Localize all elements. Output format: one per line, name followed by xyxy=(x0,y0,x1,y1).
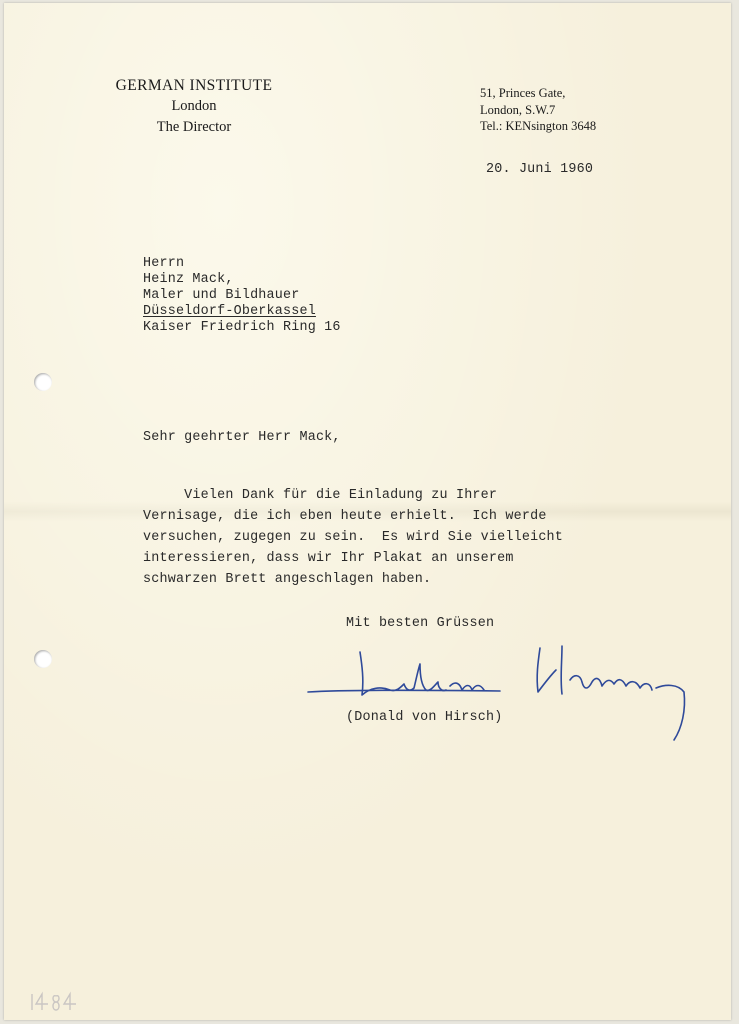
letter-closing: Mit besten Grüssen xyxy=(346,616,495,631)
body-line: Vielen Dank für die Einladung zu Ihrer xyxy=(143,488,498,503)
letterhead-telephone: Tel.: KENsington 3648 xyxy=(480,119,597,133)
recipient-salutation-line: Herrn xyxy=(143,256,185,271)
signer-name: (Donald von Hirsch) xyxy=(346,710,503,725)
recipient-address xyxy=(143,256,341,336)
handwritten-signature xyxy=(300,640,700,750)
body-line: interessieren, dass wir Ihr Plakat an unserem xyxy=(143,551,514,566)
letterhead-address-line1: 51, Princes Gate, xyxy=(480,86,566,100)
recipient-profession: Maler und Bildhauer xyxy=(143,288,300,303)
letterhead-address-line2: London, S.W.7 xyxy=(480,102,556,117)
letter-salutation: Sehr geehrter Herr Mack, xyxy=(143,430,341,445)
recipient-city: Düsseldorf-Oberkassel xyxy=(143,304,316,319)
letterhead-city: London xyxy=(171,98,217,114)
body-line: versuchen, zugegen zu sein. Es wird Sie vielleicht xyxy=(143,530,564,545)
letterhead-role: The Director xyxy=(156,119,232,135)
body-line: schwarzen Brett angeschlagen haben. xyxy=(143,572,432,587)
body-line: Vernisage, die ich eben heute erhielt. Ich werde xyxy=(143,509,547,524)
letterhead-left xyxy=(104,76,284,138)
archive-number-mark xyxy=(26,990,96,1014)
letter-body xyxy=(143,485,563,590)
recipient-name: Heinz Mack, xyxy=(143,272,234,287)
recipient-street: Kaiser Friedrich Ring 16 xyxy=(143,320,341,335)
punch-hole-bottom xyxy=(34,650,52,668)
punch-hole-top xyxy=(34,373,52,391)
letterhead-organization: GERMAN INSTITUTE xyxy=(115,77,273,94)
letterhead-address xyxy=(480,85,596,135)
letter-date: 20. Juni 1960 xyxy=(486,162,594,177)
